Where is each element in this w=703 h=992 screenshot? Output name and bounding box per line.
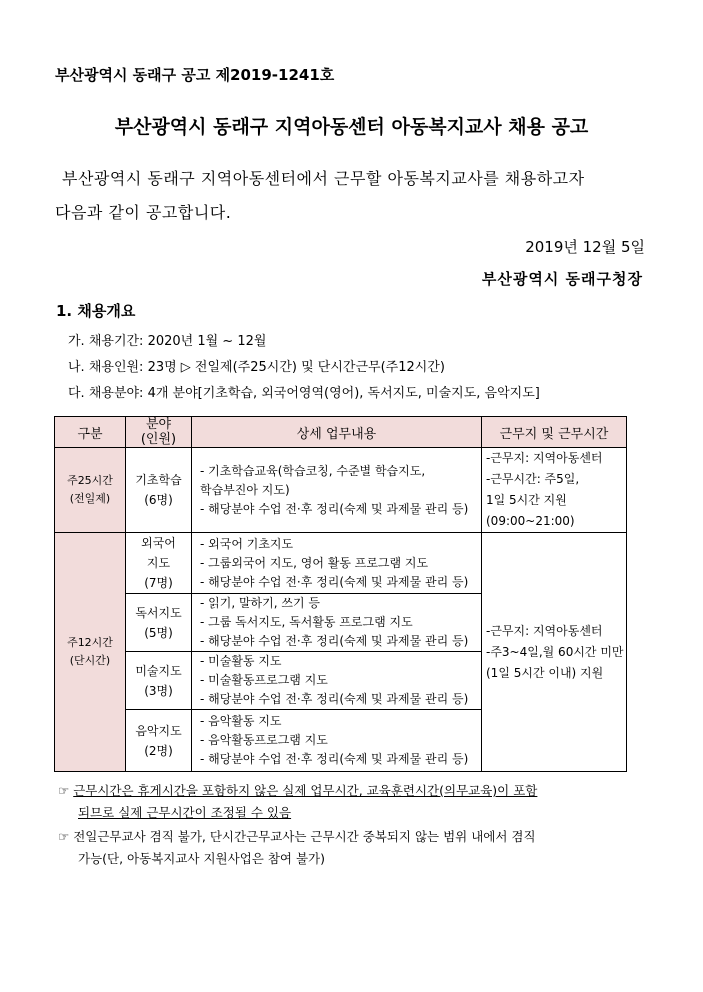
place-fulltime bbox=[482, 448, 627, 533]
type-fulltime-line2: (전일제) bbox=[69, 492, 111, 505]
duty-line: - 해당분야 수업 전·후 정리(숙제 및 과제물 관리 등) bbox=[200, 501, 469, 516]
field-music bbox=[126, 710, 192, 772]
field-line: (5명) bbox=[144, 625, 173, 640]
field-reading bbox=[126, 594, 192, 652]
duty-reading bbox=[192, 594, 482, 652]
field-line: (7명) bbox=[144, 576, 173, 590]
issuer: 부산광역시 동래구청장 bbox=[481, 270, 643, 288]
duty-line: - 미술활동프로그램 지도 bbox=[200, 673, 328, 687]
notice-number: 부산광역시 동래구 공고 제2019-1241호 bbox=[55, 66, 335, 84]
duty-line: - 해당분야 수업 전·후 정리(숙제 및 과제물 관리 등) bbox=[200, 692, 469, 706]
duty-line: - 해당분야 수업 전·후 정리(숙제 및 과제물 관리 등) bbox=[200, 634, 469, 648]
duty-line: - 외국어 기초지도 bbox=[200, 536, 294, 551]
note-dual-employment bbox=[58, 826, 536, 870]
field-line: (3명) bbox=[144, 683, 173, 698]
type-parttime-line2: (단시간) bbox=[69, 654, 111, 667]
duty-line: - 해당분야 수업 전·후 정리(숙제 및 과제물 관리 등) bbox=[200, 752, 469, 766]
pointing-hand-icon: ☞ bbox=[58, 829, 70, 844]
place-parttime bbox=[482, 533, 627, 772]
header-field bbox=[126, 417, 192, 448]
notice-date: 2019년 12월 5일 bbox=[525, 238, 645, 256]
place-line: (1일 5시간 이내) 지원 bbox=[486, 665, 604, 680]
note-line bbox=[58, 802, 537, 824]
table-header-row bbox=[55, 417, 627, 448]
field-line: 기초학습 bbox=[135, 473, 182, 487]
table-row-fulltime bbox=[55, 448, 627, 533]
duty-line: - 읽기, 말하기, 쓰기 등 bbox=[200, 596, 320, 610]
duty-line: - 음악활동 지도 bbox=[200, 714, 282, 728]
duty-line: 학습부진아 지도) bbox=[200, 482, 290, 497]
intro-line-1: 부산광역시 동래구 지역아동센터에서 근무할 아동복지교사를 채용하고자 bbox=[62, 169, 585, 188]
type-fulltime bbox=[55, 448, 126, 533]
field-line: 미술지도 bbox=[135, 663, 182, 678]
place-line: -근무지: 지역아동센터 bbox=[486, 623, 603, 638]
header-field-line2: (인원) bbox=[140, 432, 177, 447]
duty-art bbox=[192, 652, 482, 710]
type-parttime bbox=[55, 533, 126, 772]
field-line: (2명) bbox=[144, 743, 173, 758]
intro-line-2: 다음과 같이 공고합니다. bbox=[55, 203, 232, 222]
duty-line: - 그룹외국어 지도, 영어 활동 프로그램 지도 bbox=[200, 555, 429, 570]
place-line: (09:00~21:00) bbox=[486, 514, 575, 528]
note-text: 전일근무교사 겸직 불가, 단시간근무교사는 근무시간 중복되지 않는 범위 내에서 겸직 bbox=[73, 829, 536, 844]
duty-line: - 기초학습교육(학습코칭, 수준별 학습지도, bbox=[200, 463, 426, 478]
duty-music bbox=[192, 710, 482, 772]
field-line: 음악지도 bbox=[135, 723, 182, 738]
recruitment-table bbox=[54, 416, 627, 772]
overview-item-period: 가. 채용기간: 2020년 1월 ~ 12월 bbox=[68, 334, 267, 349]
duty-line: - 해당분야 수업 전·후 정리(숙제 및 과제물 관리 등) bbox=[200, 574, 469, 589]
header-field-line1: 분야 bbox=[145, 417, 172, 432]
duty-foreign-language bbox=[192, 533, 482, 594]
field-foreign-language bbox=[126, 533, 192, 594]
field-art bbox=[126, 652, 192, 710]
pointing-hand-icon: ☞ bbox=[58, 783, 70, 798]
note-line bbox=[58, 780, 537, 802]
duty-line: - 음악활동프로그램 지도 bbox=[200, 733, 328, 747]
table-row-foreign-language bbox=[55, 533, 627, 594]
duty-line: - 미술활동 지도 bbox=[200, 654, 282, 668]
note-working-hours bbox=[58, 780, 537, 824]
field-line: 외국어 bbox=[141, 536, 176, 550]
place-line: -근무지: 지역아동센터 bbox=[486, 451, 603, 465]
place-line: -주3~4일,월 60시간 미만 bbox=[486, 644, 624, 659]
page-title: 부산광역시 동래구 지역아동센터 아동복지교사 채용 공고 bbox=[114, 116, 589, 138]
note-text: 가능(단, 아동복지교사 지원사업은 참여 불가) bbox=[78, 851, 325, 866]
field-line: (6명) bbox=[144, 493, 173, 507]
overview-item-fields: 다. 채용분야: 4개 분야[기초학습, 외국어영역(영어), 독서지도, 미술지도, 음악지도] bbox=[68, 386, 540, 401]
note-text: 되므로 실제 근무시간이 조정될 수 있음 bbox=[78, 805, 292, 820]
field-basic-learning bbox=[126, 448, 192, 533]
header-place: 근무지 및 근무시간 bbox=[482, 417, 627, 448]
place-line: -근무시간: 주5일, bbox=[486, 472, 580, 486]
header-duty: 상세 업무내용 bbox=[192, 417, 482, 448]
field-line: 독서지도 bbox=[135, 605, 182, 620]
note-text: 근무시간은 휴게시간을 포함하지 않은 실제 업무시간, 교육훈련시간(의무교육)이 포함 bbox=[73, 783, 538, 798]
field-line: 지도 bbox=[146, 556, 171, 570]
overview-item-headcount: 나. 채용인원: 23명 ▷ 전일제(주25시간) 및 단시간근무(주12시간) bbox=[68, 360, 445, 375]
note-line bbox=[58, 826, 536, 848]
duty-basic-learning bbox=[192, 448, 482, 533]
duty-line: - 그룹 독서지도, 독서활동 프로그램 지도 bbox=[200, 615, 413, 629]
type-fulltime-line1: 주25시간 bbox=[67, 474, 113, 487]
section-heading: 1. 채용개요 bbox=[56, 302, 136, 320]
type-parttime-line1: 주12시간 bbox=[67, 636, 113, 649]
note-line bbox=[58, 848, 536, 870]
header-type: 구분 bbox=[55, 417, 126, 448]
place-line: 1일 5시간 지원 bbox=[486, 493, 567, 507]
